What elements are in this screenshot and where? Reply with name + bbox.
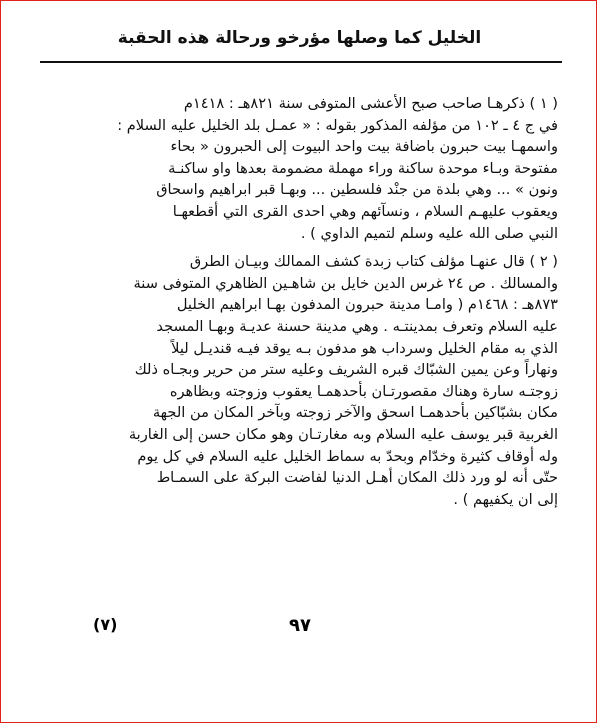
- text-line: الذي به مقام الخليل وسرداب هو مدفون بـه يوقد فيـه قنديـل ليلاً: [171, 339, 558, 357]
- text-line: إلى ان يكفيهم ) .: [453, 490, 558, 508]
- text-line: مفتوحة وبـاء موحدة ساكنة وراء مهملة مضمومة بعدها واو ساكنـة: [168, 159, 558, 177]
- text-line: عليه السلام وتعرف بمدينتـه . وهي مدينة حسنة عديـة وبهـا المسجد: [156, 317, 558, 335]
- text-line: ونون » ... وهي بلدة من جنْد فلسطين ... وبهـا قبر ابراهيم واسحاق: [156, 181, 558, 199]
- paragraph-gap: [61, 244, 558, 251]
- text-line: والمسالك . ص ٢٤ غرس الدين خايل بن شاهـين الظاهري المتوفى سنة: [133, 274, 558, 292]
- text-line: حتّى أنه لو ورد ذلك المكان أهـل الدنيا لفاضت البركة على السمـاط: [156, 469, 558, 487]
- text-line: ونهاراً وعن يمين الشبّاك قبره الشريف وعليه ستر من حرير وبجـاه ذلك: [134, 361, 558, 379]
- text-line: ( ٢ ) قال عنهـا مؤلف كتاب زبدة كشف الممالك وبيـان الطرق: [189, 253, 558, 271]
- text-line: النبي صلى الله عليه وسلم لتميم الداوي ) .: [300, 224, 558, 242]
- text-line: الغربية قبر يوسف عليه السلام وبه مغارتـان وهو مكان حسن إلى الغاربة: [128, 425, 558, 443]
- text-line: في ج ٤ ـ ١٠٢ من مؤلفه المذكور بقوله : « عمـل بلد الخليل عليه السلام :: [117, 116, 558, 134]
- text-line: ٨٧٣هـ : ١٤٦٨م ( وامـا مدينة حبرون المدفون بهـا ابراهيم الخليل: [176, 296, 558, 314]
- paragraph-2: [61, 251, 558, 510]
- page-title: الخليل كما وصلها مؤرخو ورحالة هذه الحقبة: [117, 28, 482, 48]
- footnote-number: (٧): [93, 615, 118, 634]
- body-text: [61, 93, 558, 510]
- text-line: ويعقوب عليهـم السلام ، ونسآئهم وهي احدى القرى التي أقطعهـا: [172, 202, 558, 220]
- text-line: زوجتـه سارة وهناك مقصورتـان بأحدهمـا يعقوب وزوجته وبظاهره: [169, 382, 558, 400]
- paragraph-1: [61, 93, 558, 244]
- text-line: مكان بشبّاكين بأحدهمـا اسحق والآخر زوجته وبآخر المكان من الجهة: [152, 404, 558, 422]
- text-line: واسمهـا بيت حبرون باضافة بيت واحد البيوت إلى الحبرون « بحاء: [170, 138, 558, 156]
- header-divider: [40, 61, 562, 63]
- text-line: ( ١ ) ذكرهـا صاحب صبح الأعشى المتوفى سنة ٨٢١هـ : ١٤١٨م: [183, 95, 558, 112]
- text-line: وله أوقاف كثيرة وخدّام وبحدّ به سماط الخليل عليه السلام في كل يوم: [137, 447, 558, 465]
- page-number: ٩٧: [289, 615, 311, 636]
